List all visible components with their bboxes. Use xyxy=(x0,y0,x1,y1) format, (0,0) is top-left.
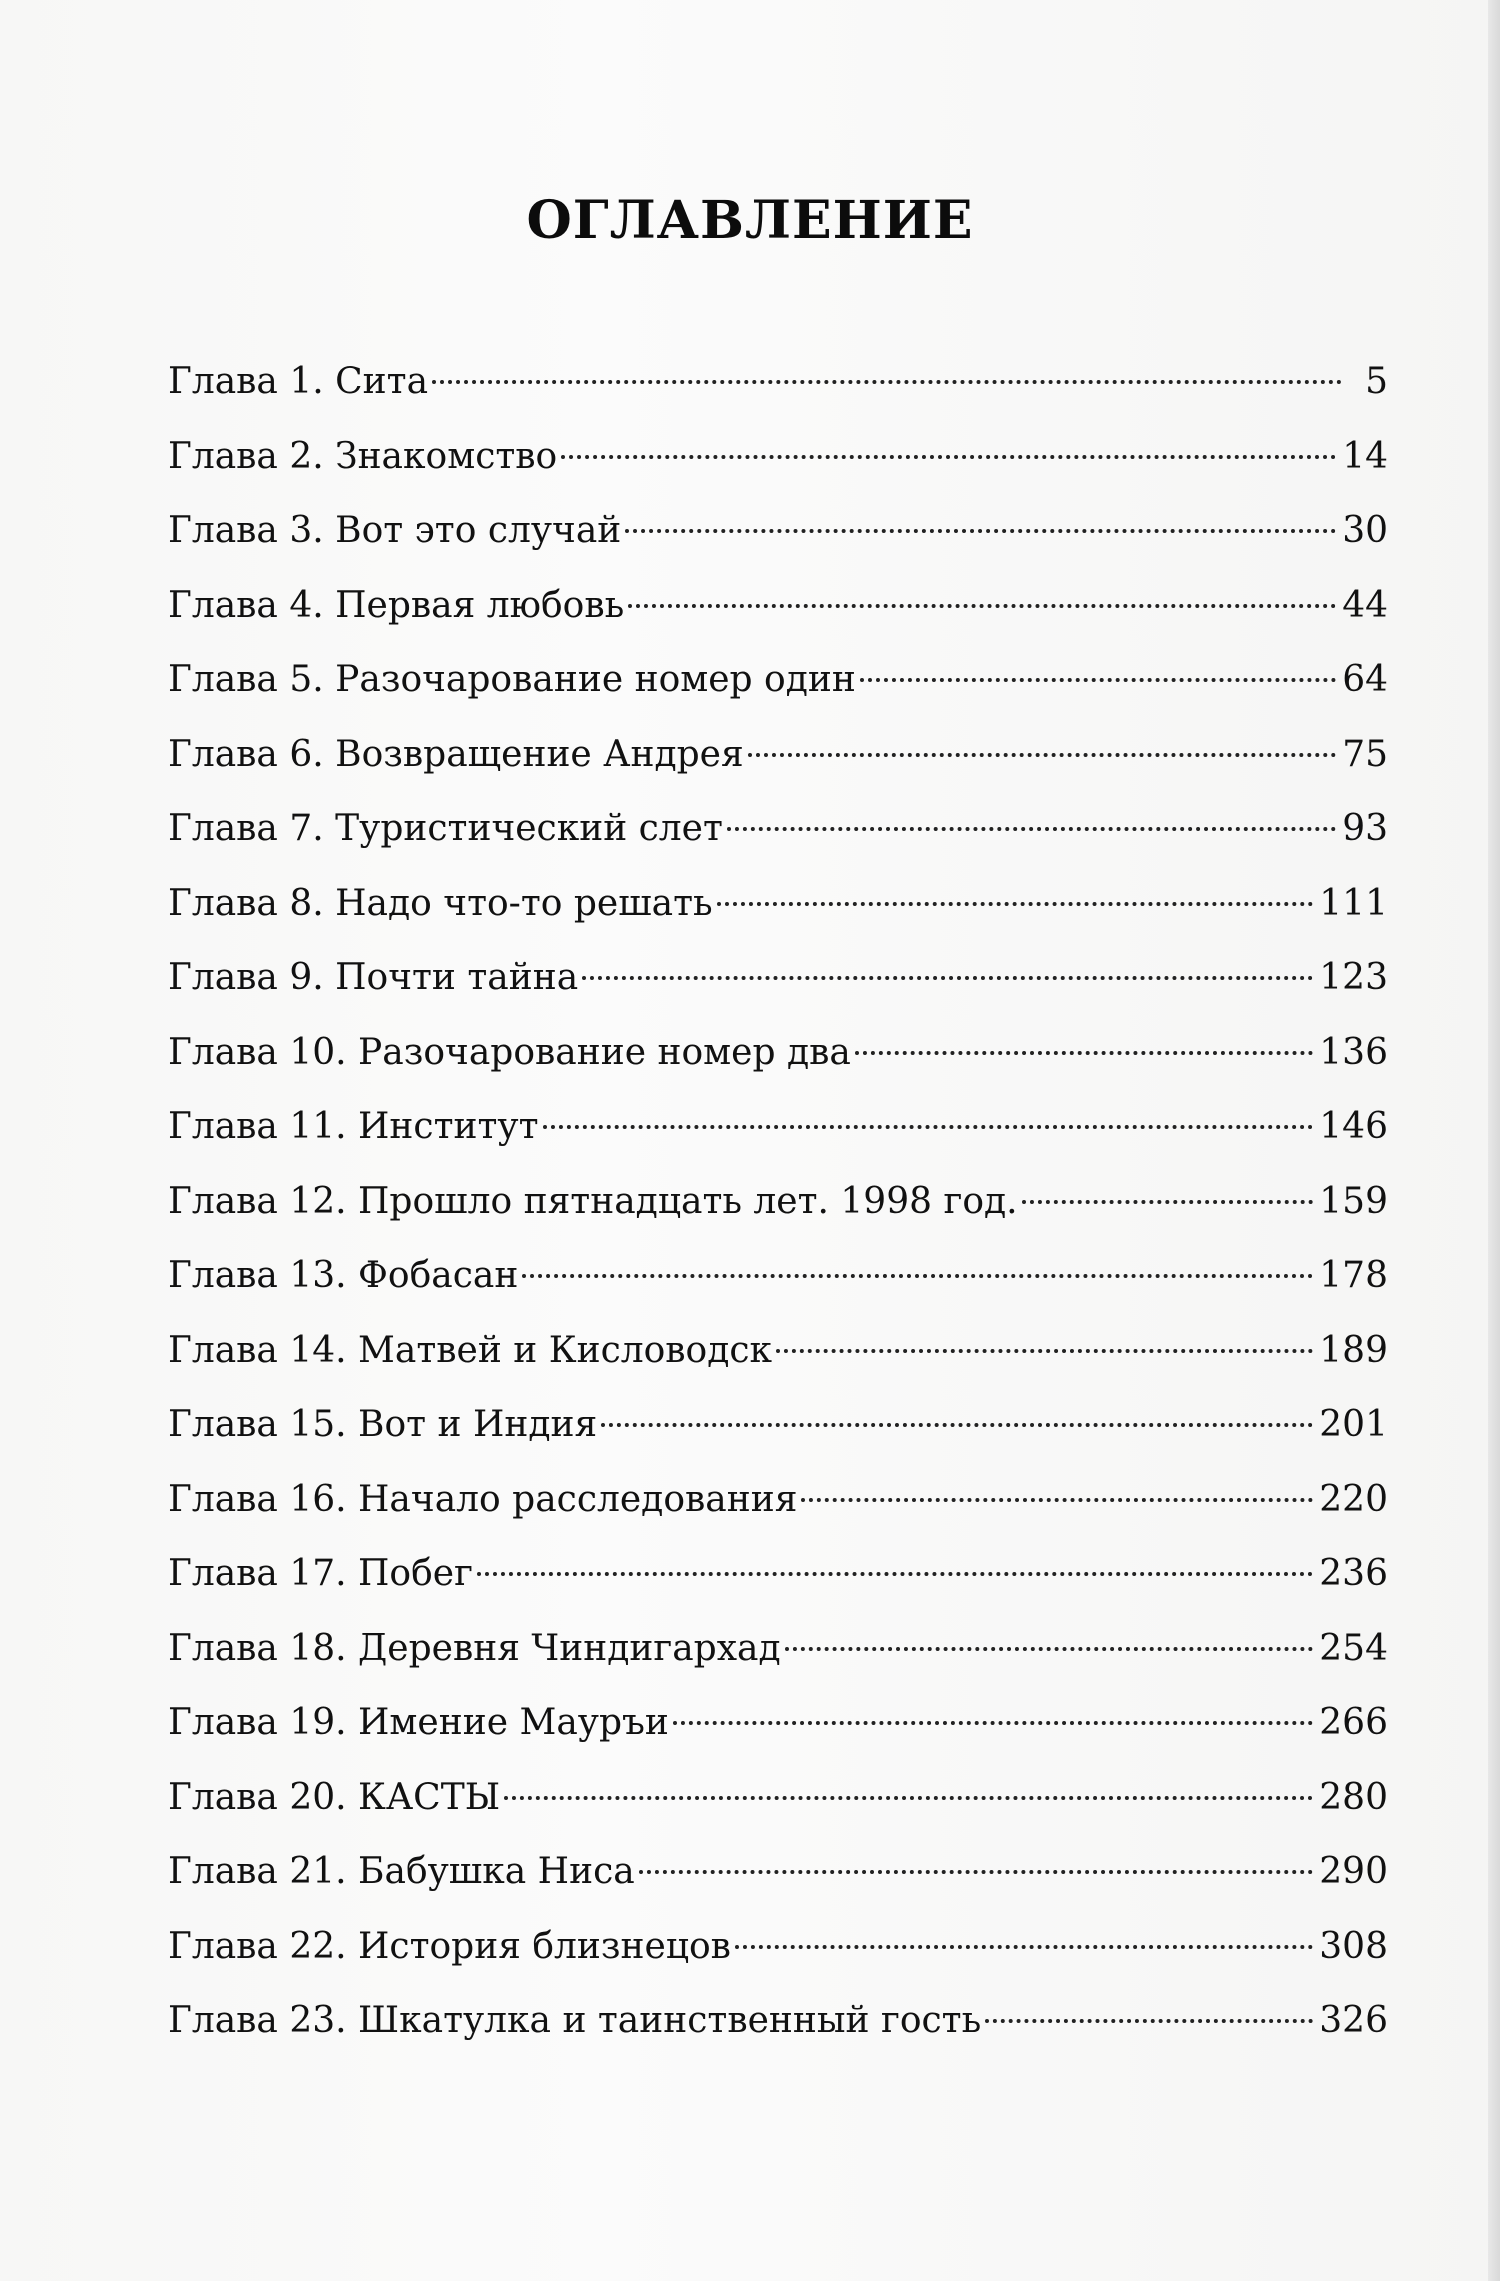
dot-leader xyxy=(582,976,1313,980)
toc-entry-page: 14 xyxy=(1342,435,1388,477)
toc-entry-page: 189 xyxy=(1319,1329,1388,1371)
toc-entry-page: 5 xyxy=(1365,361,1388,402)
toc-entry xyxy=(168,1165,1388,1240)
toc-entry xyxy=(168,1463,1388,1538)
toc-entry-page: 44 xyxy=(1342,584,1388,626)
dot-leader xyxy=(561,455,1336,459)
toc-entry-title: Глава 23. Шкатулка и таинственный гость xyxy=(168,2000,982,2041)
toc-entry-title: Глава 3. Вот это случай xyxy=(168,510,622,551)
toc-entry xyxy=(168,1910,1388,1985)
dot-leader xyxy=(432,380,1342,384)
toc-entry xyxy=(168,1239,1388,1314)
toc-entry xyxy=(168,420,1388,495)
toc-entry-page: 146 xyxy=(1319,1106,1388,1147)
page-edge xyxy=(1488,0,1500,2281)
toc-entry-page: 201 xyxy=(1319,1404,1388,1445)
toc-entry-title: Глава 9. Почти тайна xyxy=(168,957,579,998)
dot-leader xyxy=(673,1721,1313,1725)
toc-entry xyxy=(168,643,1388,718)
dot-leader xyxy=(628,604,1336,608)
toc-entry xyxy=(168,345,1388,420)
toc-entry-title: Глава 14. Матвей и Кисловодск xyxy=(168,1329,773,1371)
toc-entry xyxy=(168,1761,1388,1836)
toc-entry-title: Глава 13. Фобасан xyxy=(168,1255,519,1296)
dot-leader xyxy=(1022,1200,1314,1204)
dot-leader xyxy=(985,2019,1313,2023)
toc-entry-title: Глава 15. Вот и Индия xyxy=(168,1404,598,1445)
toc-entry-page: 123 xyxy=(1319,957,1388,998)
toc-entry xyxy=(168,1612,1388,1687)
toc-entry-title: Глава 1. Сита xyxy=(168,361,429,402)
dot-leader xyxy=(639,1870,1314,1874)
dot-leader xyxy=(625,529,1336,533)
table-of-contents xyxy=(168,345,1388,2059)
toc-entry xyxy=(168,718,1388,793)
toc-entry-title: Глава 6. Возвращение Андрея xyxy=(168,733,744,775)
toc-entry xyxy=(168,867,1388,942)
dot-leader xyxy=(727,827,1336,831)
toc-entry xyxy=(168,569,1388,644)
toc-entry xyxy=(168,1016,1388,1091)
toc-entry-page: 308 xyxy=(1319,1925,1388,1967)
toc-entry-page: 280 xyxy=(1319,1776,1388,1818)
dot-leader xyxy=(785,1647,1314,1651)
toc-entry-title: Глава 22. История близнецов xyxy=(168,1925,731,1967)
toc-entry-page: 290 xyxy=(1319,1851,1388,1892)
toc-entry xyxy=(168,792,1388,867)
toc-entry xyxy=(168,1686,1388,1761)
dot-leader xyxy=(504,1796,1313,1800)
dot-leader xyxy=(860,678,1336,682)
dot-leader xyxy=(543,1125,1314,1129)
page-title: ОГЛАВЛЕНИЕ xyxy=(526,190,974,251)
toc-entry xyxy=(168,941,1388,1016)
dot-leader xyxy=(735,1945,1313,1949)
toc-entry-title: Глава 7. Туристический слет xyxy=(168,808,723,849)
toc-entry-title: Глава 8. Надо что-то решать xyxy=(168,882,713,924)
toc-entry xyxy=(168,1314,1388,1389)
toc-entry-title: Глава 21. Бабушка Ниса xyxy=(168,1851,635,1892)
toc-entry xyxy=(168,1984,1388,2059)
toc-entry-title: Глава 17. Побег xyxy=(168,1553,473,1594)
toc-entry xyxy=(168,1537,1388,1612)
toc-entry-page: 93 xyxy=(1342,808,1388,849)
dot-leader xyxy=(855,1051,1313,1055)
dot-leader xyxy=(477,1572,1313,1576)
toc-entry-page: 64 xyxy=(1342,659,1388,700)
dot-leader xyxy=(748,753,1337,757)
toc-entry-page: 159 xyxy=(1319,1180,1388,1222)
dot-leader xyxy=(776,1349,1313,1353)
toc-entry xyxy=(168,494,1388,569)
toc-entry xyxy=(168,1388,1388,1463)
toc-entry-page: 220 xyxy=(1319,1478,1388,1520)
toc-entry-title: Глава 12. Прошло пятнадцать лет. 1998 год. xyxy=(168,1180,1018,1222)
toc-entry-page: 266 xyxy=(1319,1702,1388,1743)
toc-entry-page: 30 xyxy=(1342,510,1388,551)
toc-entry-page: 236 xyxy=(1319,1553,1388,1594)
toc-entry-page: 326 xyxy=(1319,2000,1388,2041)
toc-entry-title: Глава 2. Знакомство xyxy=(168,435,558,477)
toc-entry-page: 178 xyxy=(1319,1255,1388,1296)
toc-entry-page: 111 xyxy=(1319,882,1388,924)
toc-entry-title: Глава 5. Разочарование номер один xyxy=(168,659,856,700)
toc-entry-page: 136 xyxy=(1319,1031,1388,1073)
toc-entry xyxy=(168,1835,1388,1910)
dot-leader xyxy=(801,1498,1313,1502)
toc-entry-page: 254 xyxy=(1319,1627,1388,1669)
toc-entry-title: Глава 18. Деревня Чиндигархад xyxy=(168,1627,781,1669)
toc-entry xyxy=(168,1090,1388,1165)
toc-entry-title: Глава 20. КАСТЫ xyxy=(168,1776,501,1818)
dot-leader xyxy=(522,1274,1313,1278)
toc-entry-title: Глава 10. Разочарование номер два xyxy=(168,1031,851,1073)
toc-entry-page: 75 xyxy=(1342,733,1388,775)
toc-entry-title: Глава 19. Имение Мауръи xyxy=(168,1702,669,1743)
toc-entry-title: Глава 4. Первая любовь xyxy=(168,584,625,626)
dot-leader xyxy=(601,1423,1313,1427)
toc-entry-title: Глава 16. Начало расследования xyxy=(168,1478,798,1520)
dot-leader xyxy=(717,902,1314,906)
toc-entry-title: Глава 11. Институт xyxy=(168,1106,539,1147)
